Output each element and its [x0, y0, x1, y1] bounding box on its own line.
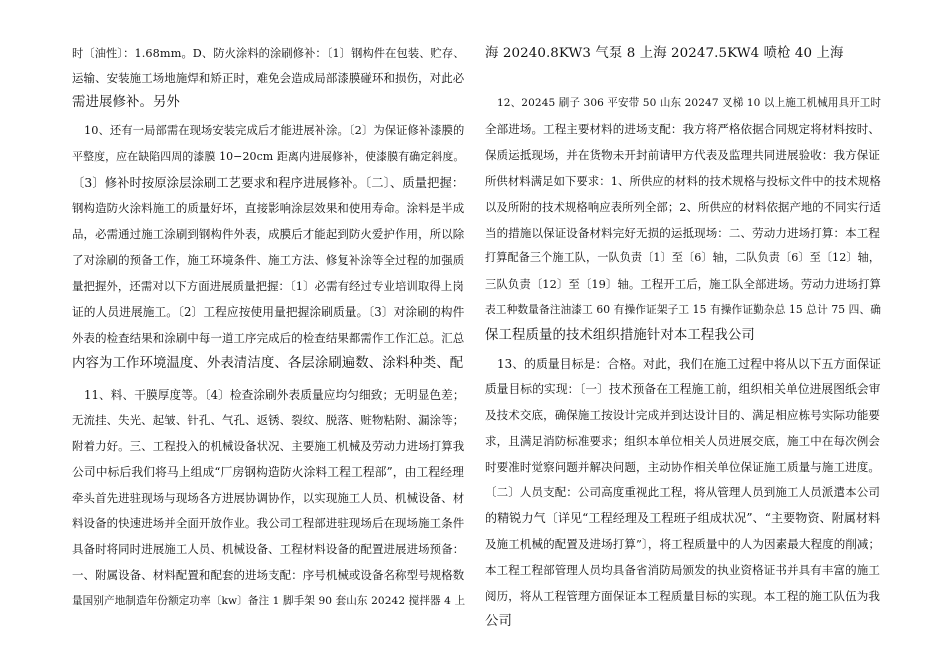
text-line: 内容为工作环境温度、外表清洁度、各层涂刷遍数、涂料种类、配	[72, 356, 464, 371]
text-line: 量把握外，还需对以下方面进展质量把握：〔1〕必需有经过专业培训取得上岗	[72, 279, 464, 293]
text-line: 保质运抵现场，并在货物未开封前请甲方代表及监理共同进展验收：我方保证	[485, 148, 880, 162]
text-line: 具备时将同时进展施工人员、机械设备、工程材料设备的配置进展进场预备：	[72, 542, 465, 556]
text-line: 12、20245 刷子 306 平安带 50 山东 20247 叉梯 10 以上施工机械用具开工时	[497, 97, 882, 109]
text-line: 质量目标的实现：〔一〕技术预备在工程施工前，组织相关单位进展图纸会审	[485, 382, 881, 396]
text-line: 运输、安装施工场地施焊和矫正时，难免会造成局部漆膜碰环和损伤，对此必	[72, 71, 465, 85]
text-line: 保工程质量的技术组织措施针对本工程我公司	[485, 328, 755, 343]
text-line: 海 20240.8KW3 气泵 8 上海 20247.5KW4 喷枪 40 上海	[485, 46, 844, 61]
text-line: 求，且满足消防标准要求；组织本单位相关人员进展交底，施工中在每次例会	[485, 434, 880, 448]
text-line: 牵头首先进驻现场与现场各方进展协调协作，以实现施工人员、机械设备、材	[72, 491, 465, 505]
text-line: 平整度，应在缺陷四周的漆膜 10−20cm 距离内进展修补，使漆膜有确定斜度。	[72, 150, 465, 163]
text-line: 11、料、干膜厚度等。〔4〕检查涂刷外表质量应均匀细致；无明显色差；	[84, 388, 465, 402]
text-line: 一、附属设备、材料配置和配套的进场支配：序号机械或设备名称型号规格数	[72, 568, 465, 582]
text-line: 证的人员进展施工。〔2〕工程应按使用量把握涂刷质量。〔3〕对涂刷的构件	[72, 305, 465, 319]
text-line: 公司	[485, 614, 512, 629]
text-line: 10、还有一局部需在现场安装完成后才能进展补涂。〔2〕为保证修补漆膜的	[84, 124, 465, 137]
text-line: 所供材料满足如下要求：1、所供应的材料的技术规格与投标文件中的技术规格	[485, 174, 881, 188]
text-line: 13、的质量目标是：合格。对此，我们在施工过程中将从以下五方面保证	[497, 357, 882, 371]
text-line: 打算配备三个施工队，一队负责〔1〕至〔6〕轴，二队负责〔6〕至〔12〕轴，	[485, 251, 881, 264]
text-line: 无流挂、失光、起皱、针孔、气孔、返锈、裂纹、脱落、赃物粘附、漏涂等；	[72, 413, 465, 427]
text-line: 量国别产地制造年份额定功率〔kw〕备注 1 脚手架 90 套山东 20242 搅拌器 4 上	[72, 595, 466, 607]
text-line: 时〔油性〕：1.68mm。D、防火涂料的涂刷修补：〔1〕钢构件在包装、贮存、	[72, 47, 465, 60]
text-line: 公司中标后我们将马上组成“厂房钢构造防火涂料工程工程部”，由工程经理	[72, 465, 464, 479]
text-line: 三队负责〔12〕至〔19〕轴。工程开工后，施工队全部进场。劳动力进场打算	[485, 277, 882, 291]
text-line: 以及所附的技术规格响应表所列全部；2、所供应的材料依据产地的不同实行适	[485, 200, 881, 214]
text-line: 〔3〕修补时按原涂层涂刷工艺要求和程序进展修补。〔二〕、质量把握：	[72, 176, 465, 190]
text-line: 本工程工程部管理人员均具备省消防局颁发的执业资格证书并具有丰富的施工	[485, 563, 880, 577]
text-line: 全部进场。工程主要材料的进场支配：我方将严格依据合同规定将材料按时、	[485, 122, 880, 136]
text-line: 外表的检查结果和涂刷中每一道工序完成后的检查结果都需作工作汇总。汇总	[72, 331, 465, 345]
text-line: 了对涂刷的预备工作，施工环境条件、施工方法、修复补涂等全过程的加强质	[72, 253, 465, 267]
text-line: 时要准时觉察问题并解决问题，主动协作相关单位保证施工质量与施工进度。	[485, 460, 880, 474]
text-line: 料设备的快速进场并全面开放作业。我公司工程部进驻现场后在现场施工条件	[72, 516, 465, 530]
text-line: 附着力好。三、工程投入的机械设备状况、主要施工机械及劳动力进场打算我	[72, 439, 465, 453]
text-line: 的精锐力气〔详见“工程经理及工程班子组成状况”、“主要物资、附属材料	[485, 511, 881, 525]
text-line: 〔二〕人员支配：公司高度重视此工程，将从管理人员到施工人员派遣本公司	[485, 485, 880, 499]
text-line: 钢构造防火涂料施工的质量好坏，直接影响涂层效果和使用寿命。涂料是半成	[72, 201, 465, 215]
text-line: 及技术交底，确保施工按设计完成并到达设计目的、满足相应栋号实际功能要	[485, 408, 880, 422]
text-line: 及施工机械的配置及进场打算”〕，将工程质量中的人为因素最大程度的削减；	[485, 537, 881, 551]
text-line: 阅历，将从工程管理方面保证本工程质量目标的实现。本工程的施工队伍为我	[485, 589, 880, 603]
text-line: 表工种数量备注油漆工 60 有操作证架子工 15 有操作证勤杂总 15 总计 75 四、确	[485, 303, 882, 316]
text-line: 品，必需通过施工涂刷到钢构件外表，成膜后才能起到防火爱护作用，所以除	[72, 227, 465, 241]
text-line: 当的措施以保证设备材料完好无损的运抵现场：二、劳动力进场打算：本工程	[485, 226, 880, 240]
text-line: 需进展修补。另外	[72, 95, 180, 110]
